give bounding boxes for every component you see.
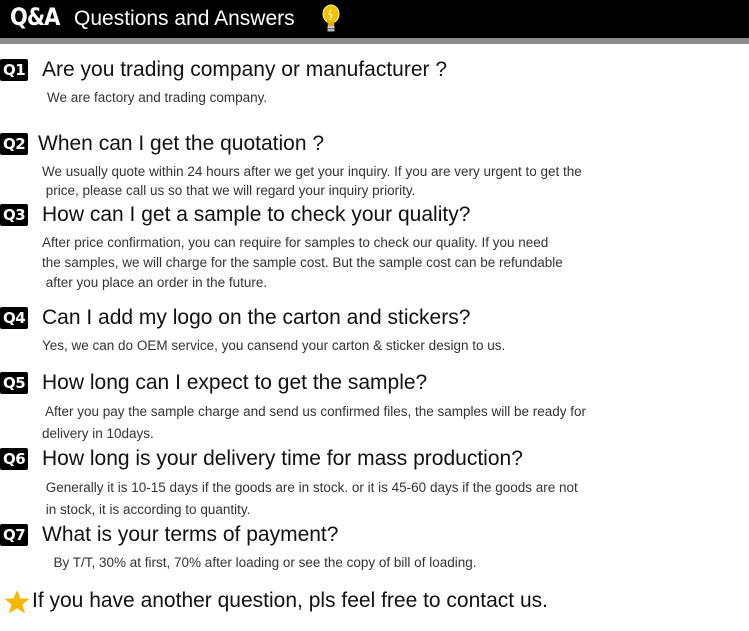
question-badge: Q1: [0, 59, 28, 81]
answer-text: Yes, we can do OEM service, you cansend your carton & sticker design to us.: [42, 338, 506, 353]
question-badge: Q7: [0, 524, 28, 546]
answer-text: After you pay the sample charge and send us confirmed files, the samples will be ready for delivery in 10days.: [42, 404, 587, 441]
qa-item-4: [0, 306, 749, 355]
question-text: When can I get the quotation ?: [38, 132, 325, 155]
qa-logo: Q&A: [10, 3, 60, 31]
qa-item-2: [0, 132, 749, 200]
question-text: Are you trading company or manufacturer ?: [42, 58, 448, 81]
question-text: How long can I expect to get the sample?: [42, 371, 428, 394]
qa-item-7: [0, 523, 749, 572]
header-divider: [0, 38, 749, 44]
contact-note: [4, 588, 744, 616]
qa-item-3: [0, 203, 749, 293]
question-text: How can I get a sample to check your quality?: [42, 203, 471, 226]
answer-text: We are factory and trading company.: [47, 90, 268, 105]
answer-text: Generally it is 10-15 days if the goods are in stock. or it is 45-60 days if the goods are not in stock, it is according to quantity.: [45, 480, 578, 517]
page-title: Questions and Answers: [74, 7, 295, 30]
question-text: Can I add my logo on the carton and stickers?: [42, 306, 471, 329]
qa-item-6: [0, 447, 749, 521]
question-badge: Q6: [0, 448, 28, 470]
question-text: How long is your delivery time for mass production?: [42, 447, 523, 470]
answer-text: After price confirmation, you can require for samples to check our quality. If you need the samples, we will charge for the sample cost. But the sample cost can be refundable after you place an order in the future.: [42, 235, 563, 290]
star-icon: [4, 589, 30, 615]
question-badge: Q4: [0, 307, 28, 329]
question-badge: Q2: [0, 133, 28, 155]
question-badge: Q3: [0, 204, 28, 226]
header: [0, 0, 749, 38]
qa-item-5: [0, 371, 749, 445]
lightbulb-icon: [320, 4, 342, 34]
question-badge: Q5: [0, 372, 28, 394]
qa-item-1: [0, 58, 749, 107]
question-text: What is your terms of payment?: [42, 523, 339, 546]
answer-text: We usually quote within 24 hours after we get your inquiry. If you are very urgent to get the price, please call us so that we will regard your inquiry priority.: [42, 164, 582, 198]
answer-text: By T/T, 30% at first, 70% after loading or see the copy of bill of loading.: [46, 555, 477, 570]
contact-text: If you have another question, pls feel free to contact us.: [32, 589, 548, 612]
